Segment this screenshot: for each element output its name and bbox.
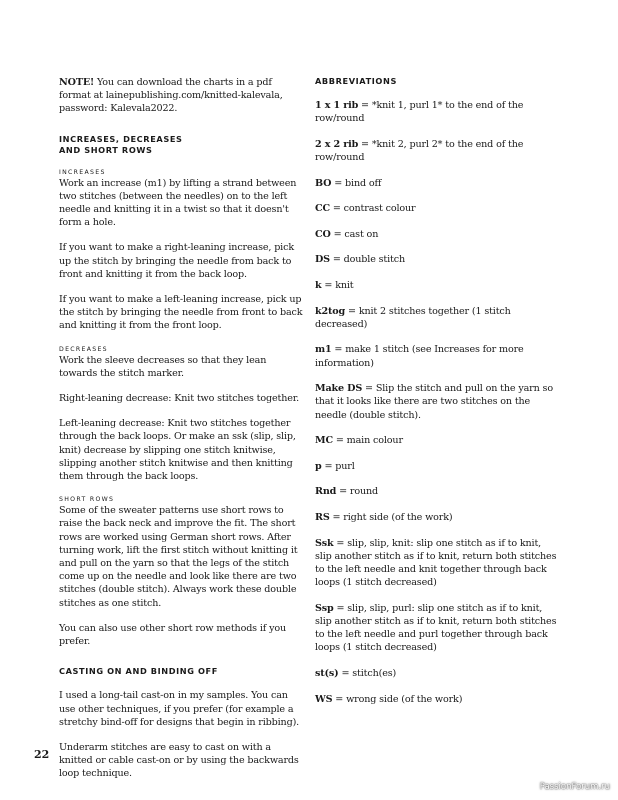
abbreviation-item [315,253,560,266]
abbreviation-definition: = stitch(es) [338,667,397,679]
abbreviation-definition: = cast on [330,228,379,240]
abbreviation-definition: = round [336,486,379,498]
watermark: PassionForum.ru [539,782,610,792]
abbreviation-term: Make DS [315,383,363,395]
increases-paragraph-3: If you want to make a left-leaning increase, pick up the stitch by bringing the needle from front to back and knitting it from the front loop. [59,294,303,332]
abbreviation-term: Rnd [315,486,337,498]
short-rows-subhead: SHORT ROWS [59,496,115,504]
abbreviations-list [315,99,560,706]
note-label: NOTE! [59,77,95,88]
abbreviation-definition: = double stitch [329,254,405,266]
abbreviation-term: CO [315,228,331,240]
abbreviation-item [315,343,560,369]
abbreviation-term: Ssp [315,602,334,614]
abbreviation-term: 1 x 1 rib [315,100,359,111]
abbreviation-term: DS [315,254,330,266]
increases-subhead: INCREASES [59,168,106,176]
abbreviation-item [315,602,560,655]
abbreviation-definition: = right side (of the work) [329,511,453,523]
abbreviation-term: Ssk [315,537,334,549]
casting-heading: CASTING ON AND BINDING OFF [59,666,218,677]
abbreviation-item [315,537,560,590]
decreases-subhead: DECREASES [59,345,108,353]
increases-paragraph-1: Work an increase (m1) by lifting a strand between two stitches (between the needles) on to the left needle and knitting it in a twist so that it doesn't form a hole. [59,177,297,229]
abbreviation-item [315,382,560,422]
abbreviation-item [315,177,560,190]
increases-heading [59,134,305,156]
abbreviations-heading: ABBREVIATIONS [315,76,397,86]
abbreviation-item [315,279,560,292]
decreases-paragraph-3b: slipping another stitch knitwise and then knitting them through the back loops. [59,457,293,483]
abbreviation-item [315,485,560,498]
left-column [59,76,305,781]
decreases-paragraph-1: Work the sleeve decreases so that they lean towards the stitch marker. [59,354,267,379]
abbreviation-item [315,99,560,125]
note-text: You can download the charts in a pdf format at lainepublishing.com/knitted-kalevala, password: Kalevala2022. [59,77,283,115]
abbreviation-definition: = *knit 1, purl 1* to the end of the row/round [315,100,524,125]
abbreviation-term: k [315,279,322,291]
abbreviation-definition: = wrong side (of the work) [332,693,463,705]
abbreviation-term: BO [315,177,332,189]
increases-heading-line2: AND SHORT ROWS [59,144,153,155]
abbreviation-term: k2tog [315,305,346,317]
abbreviation-item [315,667,560,680]
abbreviation-item [315,138,560,164]
abbreviation-term: WS [315,693,333,705]
abbreviation-item [315,511,560,524]
right-column [315,76,560,718]
abbreviation-term: MC [315,435,333,447]
decreases-paragraph-3: Left-leaning decrease: Knit two stitches together through the back loops. Or make an ssk (slip, slip, knit) decrease by slipping one stitch knitwise, [59,418,296,456]
note-paragraph [59,76,305,116]
abbreviation-definition: = purl [321,460,355,472]
abbreviation-definition: = contrast colour [329,203,416,215]
abbreviation-definition: = make 1 stitch (see Increases for more information) [315,344,524,369]
short-rows-paragraph-2: You can also use other short row methods if you prefer. [59,622,286,648]
abbreviation-term: st(s) [315,667,339,679]
abbreviation-definition: = main colour [332,435,403,447]
abbreviation-term: CC [315,203,330,215]
abbreviation-item [315,434,560,447]
abbreviation-item [315,693,560,706]
casting-paragraph-2: Underarm stitches are easy to cast on with a knitted or cable cast-on or by using the backwards loop technique. [59,741,299,780]
decreases-paragraph-2: Right-leaning decrease: Knit two stitches together. [59,393,300,405]
abbreviation-term: 2 x 2 rib [315,138,359,150]
increases-paragraph-2: If you want to make a right-leaning increase, pick up the stitch by bringing the needle from back to front and knitting it from the back loop. [59,242,294,280]
abbreviation-definition: = slip, slip, purl: slip one stitch as if to knit, slip another stitch as if to knit, return both stitches to the left needle and purl together through back loops (1 stitch decreased) [315,602,557,654]
abbreviation-term: p [315,460,322,472]
casting-paragraph-1: I used a long-tail cast-on in my samples. You can use other techniques, if you prefer (for example a stretchy bind-off for designs that begin in ribbing). [59,690,300,728]
abbreviation-definition: = knit [321,279,354,291]
abbreviation-term: m1 [315,344,332,356]
page-number: 22 [34,748,50,761]
abbreviation-definition: = *knit 2, purl 2* to the end of the row/round [315,138,524,163]
abbreviation-item [315,305,560,331]
abbreviation-item [315,460,560,473]
abbreviation-item [315,202,560,215]
abbreviation-term: RS [315,511,330,523]
abbreviation-definition: = slip, slip, knit: slip one stitch as if to knit, slip another stitch as if to knit, return both stitches to the left needle and knit together through back loops (1 stitch decreased) [315,537,557,589]
increases-heading-line1: INCREASES, DECREASES [59,133,183,144]
abbreviation-item [315,228,560,241]
abbreviation-definition: = knit 2 stitches together (1 stitch decreased) [315,305,511,330]
abbreviation-definition: = bind off [331,177,382,189]
short-rows-paragraph-1: Some of the sweater patterns use short rows to raise the back neck and improve the fit. The short rows are worked using German short rows. After turning work, lift the first stitch without knitting it and pull on the yarn so that the legs of the stitch come up on the needle and look like there are two stitches (double stitch). Always work these double stitches as one stitch. [59,505,298,609]
abbreviation-definition: = Slip the stitch and pull on the yarn so that it looks like there are two stitches on the needle (double stitch). [315,383,553,421]
